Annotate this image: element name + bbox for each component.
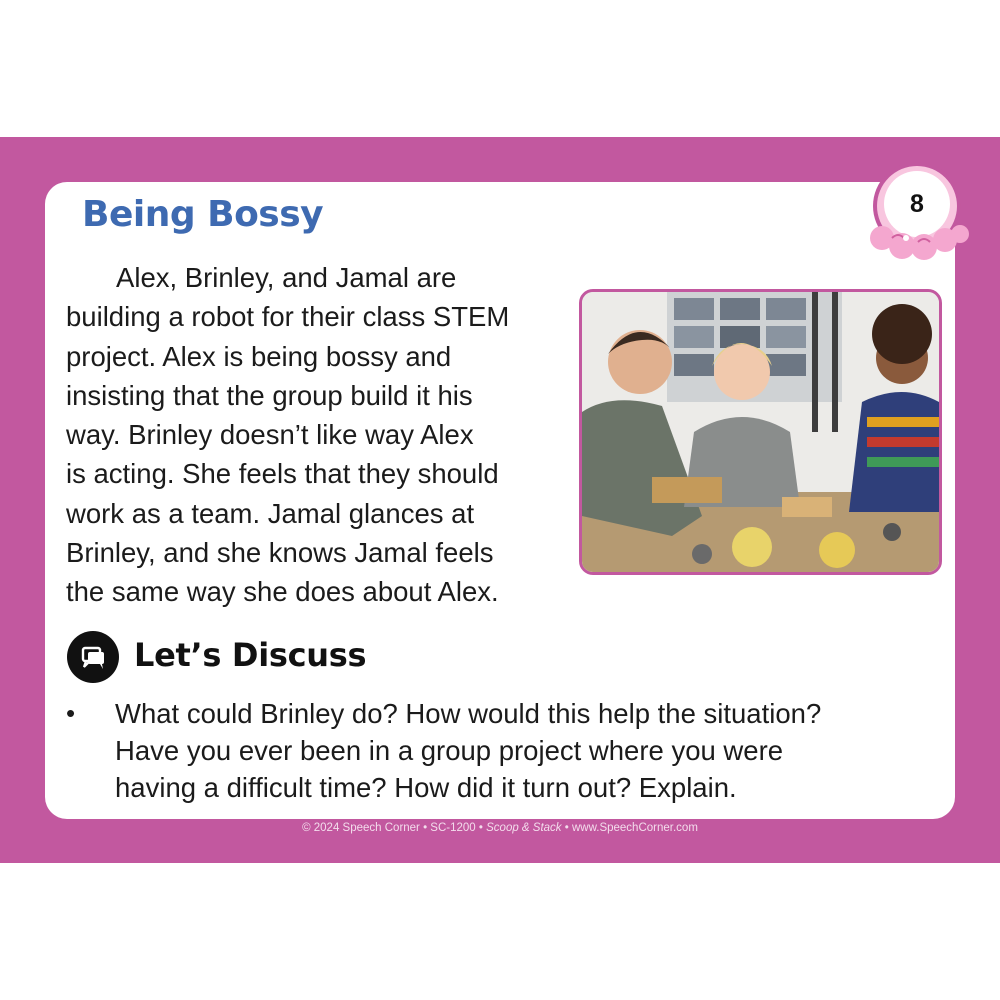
- discuss-heading: Let’s Discuss: [134, 636, 367, 674]
- story-line: the same way she does about Alex.: [66, 576, 499, 608]
- card-number-badge: [862, 158, 972, 268]
- story-line: project. Alex is being bossy and: [66, 340, 452, 372]
- footer-suffix: • www.SpeechCorner.com: [561, 822, 698, 834]
- story-line: work as a team. Jamal glances at: [66, 497, 475, 529]
- story-line: Brinley, and she knows Jamal feels: [66, 537, 494, 569]
- story-photo: [579, 289, 942, 575]
- story-line: Alex, Brinley, and Jamal are: [116, 262, 457, 293]
- story-line: building a robot for their class STEM: [66, 301, 510, 333]
- footer-prefix: © 2024 Speech Corner • SC-1200 •: [302, 822, 487, 834]
- story-line: insisting that the group build it his: [66, 379, 473, 411]
- story-line: is acting. She feels that they should: [66, 458, 499, 490]
- question-line: having a difficult time? How did it turn out? Explain.: [115, 772, 737, 803]
- bullet-point: •: [66, 698, 76, 728]
- question-line: Have you ever been in a group project where you were: [115, 735, 784, 766]
- question-line: What could Brinley do? How would this help the situation?: [115, 698, 822, 729]
- footer-product-name: Scoop & Stack: [486, 822, 562, 834]
- card-number: 8: [910, 190, 924, 218]
- chat-bubbles-icon: [67, 631, 119, 683]
- story-text: [66, 258, 566, 612]
- card-title: Being Bossy: [82, 194, 324, 235]
- discussion-question: [115, 695, 935, 806]
- story-line: way. Brinley doesn’t like way Alex: [66, 419, 474, 451]
- copyright-footer: [0, 822, 1000, 834]
- kids-building-robot-photo: [582, 292, 939, 572]
